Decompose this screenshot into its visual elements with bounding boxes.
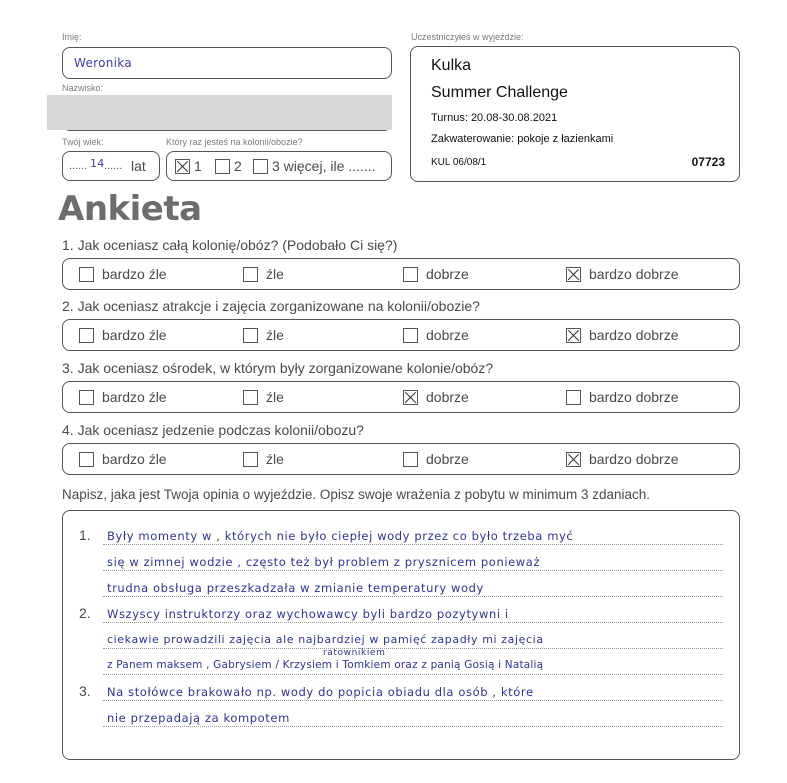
option-label: bardzo dobrze xyxy=(589,327,679,343)
option-label: źle xyxy=(266,451,284,467)
ktory-raz-field[interactable] xyxy=(166,151,392,181)
option-label: bardzo źle xyxy=(102,266,167,282)
question-4-option-1[interactable] xyxy=(79,450,167,468)
checkbox[interactable] xyxy=(403,390,418,405)
question-2-option-3[interactable] xyxy=(403,326,469,344)
checkbox[interactable] xyxy=(243,328,258,343)
option-label: źle xyxy=(266,389,284,405)
question-3-option-1[interactable] xyxy=(79,388,167,406)
question-3-answers xyxy=(62,381,740,413)
option-label: bardzo dobrze xyxy=(589,451,679,467)
trip-turnus: Turnus: 20.08-30.08.2021 xyxy=(431,112,558,124)
trip-info-box xyxy=(410,46,740,182)
handwritten-line: nie przepadają za kompotem xyxy=(107,711,290,725)
trip-zakwaterowanie: Zakwaterowanie: pokoje z łazienkami xyxy=(431,133,614,145)
ktory-raz-label: Który raz jesteś na kolonii/obozie? xyxy=(166,137,303,147)
checkbox[interactable] xyxy=(403,452,418,467)
ktory-raz-1-label: 1 xyxy=(194,158,202,174)
question-2-text: 2. Jak oceniasz atrakcje i zajęcia zorganizowane na kolonii/obozie? xyxy=(62,298,480,314)
trip-label: Uczestniczyłeś w wyjeździe: xyxy=(411,32,524,42)
checkbox[interactable] xyxy=(243,390,258,405)
checkbox[interactable] xyxy=(566,328,581,343)
question-3-option-3[interactable] xyxy=(403,388,469,406)
question-3-option-4[interactable] xyxy=(566,388,679,406)
redaction-block xyxy=(47,95,392,130)
question-1-answers xyxy=(62,258,740,290)
question-1-option-4[interactable] xyxy=(566,265,679,283)
handwritten-insert: ratownikiem xyxy=(323,648,386,658)
ktory-raz-2-label: 2 xyxy=(234,158,242,174)
question-1-option-2[interactable] xyxy=(243,265,284,283)
option-label: bardzo dobrze xyxy=(589,389,679,405)
question-4-option-3[interactable] xyxy=(403,450,469,468)
handwritten-line: z Panem maksem , Gabrysiem / Krzysiem i Tomkiem oraz z panią Gosią i Natalią xyxy=(107,659,544,671)
question-1-text: 1. Jak oceniasz całą kolonię/obóz? (Podobało Ci się?) xyxy=(62,237,398,253)
survey-title: Ankieta xyxy=(58,189,202,229)
option-label: bardzo źle xyxy=(102,389,167,405)
question-4-option-2[interactable] xyxy=(243,450,284,468)
question-1-option-1[interactable] xyxy=(79,265,167,283)
checkbox[interactable] xyxy=(566,390,581,405)
question-2-option-2[interactable] xyxy=(243,326,284,344)
trip-code: KUL 06/08/1 xyxy=(431,157,487,168)
wiek-unit: lat xyxy=(131,158,146,174)
checkbox[interactable] xyxy=(566,452,581,467)
trip-number: 07723 xyxy=(691,155,725,169)
handwritten-line: trudna obsługa przeszkadzała w zmianie temperatury wody xyxy=(107,581,484,595)
question-2-answers xyxy=(62,319,740,351)
ktory-raz-3-checkbox[interactable] xyxy=(253,159,268,174)
checkbox[interactable] xyxy=(79,267,94,282)
handwritten-line: Na stołówce brakowało np. wody do popicia obiadu dla osób , które xyxy=(107,685,534,699)
option-label: dobrze xyxy=(426,389,469,405)
checkbox[interactable] xyxy=(403,328,418,343)
option-label: dobrze xyxy=(426,266,469,282)
checkbox[interactable] xyxy=(243,267,258,282)
imie-value: Weronika xyxy=(74,56,132,70)
checkbox[interactable] xyxy=(79,452,94,467)
checkbox[interactable] xyxy=(403,267,418,282)
checkbox[interactable] xyxy=(243,452,258,467)
opinion-number-3: 3. xyxy=(79,683,91,699)
wiek-field[interactable] xyxy=(62,151,160,181)
writing-line xyxy=(103,544,723,545)
writing-line xyxy=(103,700,723,701)
option-label: bardzo źle xyxy=(102,327,167,343)
option-label: dobrze xyxy=(426,451,469,467)
ktory-raz-2-checkbox[interactable] xyxy=(215,159,230,174)
checkbox[interactable] xyxy=(79,390,94,405)
question-4-answers xyxy=(62,443,740,475)
writing-line xyxy=(103,648,723,649)
question-4-option-4[interactable] xyxy=(566,450,679,468)
option-label: bardzo źle xyxy=(102,451,167,467)
handwritten-line: się w zimnej wodzie , często też był problem z prysznicem ponieważ xyxy=(107,555,541,569)
question-2-option-4[interactable] xyxy=(566,326,679,344)
trip-name: Summer Challenge xyxy=(431,84,568,101)
opinion-box[interactable] xyxy=(62,510,740,760)
checkbox[interactable] xyxy=(79,328,94,343)
handwritten-line: Były momenty w , których nie było ciepłej wody przez co było trzeba myć xyxy=(107,529,574,543)
writing-line xyxy=(103,674,723,675)
wiek-dots-after: ...... xyxy=(104,160,123,172)
question-2-option-1[interactable] xyxy=(79,326,167,344)
wiek-dots-before: ...... xyxy=(69,160,88,172)
wiek-value: 14 xyxy=(90,157,105,170)
question-3-text: 3. Jak oceniasz ośrodek, w którym były zorganizowane kolonie/obóz? xyxy=(62,360,494,376)
question-4-text: 4. Jak oceniasz jedzenie podczas kolonii/obozu? xyxy=(62,422,364,438)
opinion-number-1: 1. xyxy=(79,527,91,543)
nazwisko-label: Nazwisko: xyxy=(62,83,104,93)
question-3-option-2[interactable] xyxy=(243,388,284,406)
opinion-prompt: Napisz, jaka jest Twoja opinia o wyjeździe. Opisz swoje wrażenia z pobytu w minimum 3 zdaniach. xyxy=(62,487,651,502)
opinion-number-2: 2. xyxy=(79,605,91,621)
ktory-raz-3-label: 3 więcej, ile ....... xyxy=(272,158,376,174)
question-1-option-3[interactable] xyxy=(403,265,469,283)
writing-line xyxy=(103,570,723,571)
option-label: dobrze xyxy=(426,327,469,343)
writing-line xyxy=(103,622,723,623)
trip-company: Kulka xyxy=(431,57,472,74)
wiek-label: Twój wiek: xyxy=(62,137,104,147)
handwritten-line: ciekawie prowadzili zajęcia ale najbardziej w pamięć zapadły mi zajęcia xyxy=(107,633,544,646)
checkbox[interactable] xyxy=(566,267,581,282)
writing-line xyxy=(103,726,723,727)
imie-label: Imię: xyxy=(62,32,82,42)
ktory-raz-1-checkbox[interactable] xyxy=(175,159,190,174)
option-label: bardzo dobrze xyxy=(589,266,679,282)
writing-line xyxy=(103,596,723,597)
option-label: źle xyxy=(266,327,284,343)
handwritten-line: Wszyscy instruktorzy oraz wychowawcy byli bardzo pozytywni i xyxy=(107,607,509,621)
imie-field[interactable] xyxy=(62,47,392,79)
option-label: źle xyxy=(266,266,284,282)
